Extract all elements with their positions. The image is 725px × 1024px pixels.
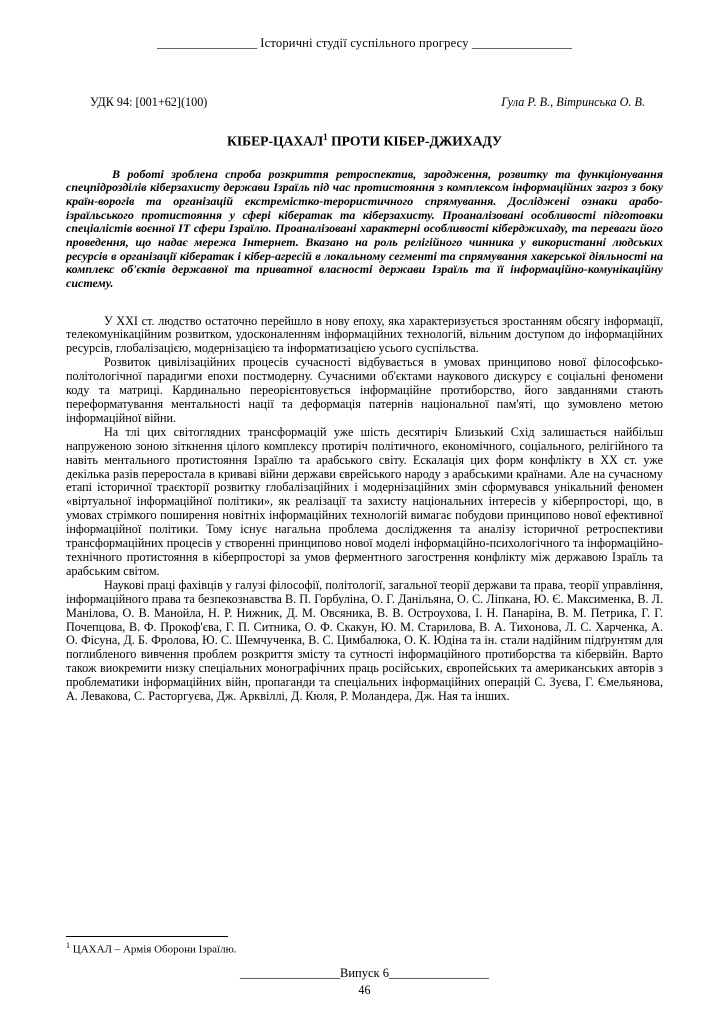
- footnote-separator-rule: [66, 936, 228, 937]
- footer-rule-left: ________________: [240, 966, 341, 980]
- running-footer: [66, 966, 663, 981]
- body-paragraph-4: Наукові праці фахівців у галузі філософії, політології, загальної теорії держави та права, теорії управління, інформаційного права та безпекознавства В. П. Горбуліна, О. Г. Данільяна, О. С. Ліпкана, Ю. Є. Максименка, В. Л. Манілова, О. В. Манойла, Н. Р. Нижник, Д. М. Овсяника, В. В. Остроухова, І. Н. Панаріна, В. М. Петрика, Г. Г. Почепцова, В. Ф. Прокоф'єва, Г. П. Ситника, О. Ф. Скакун, Ю. М. Старилова, В. А. Тихонова, Л. С. Харченка, А. О. Фісуна, Д. Б. Фролова, Ю. С. Шемчученка, В. С. Цимбалюка, О. К. Юдіна та ін. стали надійним підґрунтям для поглибленого вивчення проблем розкриття змісту та сутності інформаційного протиборства та кібервійн. Варто також виокремити низку спеціальних монографічних праць російських, європейських та американських авторів з проблематики інформаційних війн, пропаганди та спеціальних інформаційних операцій С. Зуєва, Г. Ємельянова, А. Левакова, С. Расторгуєва, Дж. Арквіллі, Д. Кюля, Р. Моландера, Дж. Ная та інших.: [66, 577, 663, 704]
- issue-label: Випуск 6: [340, 966, 389, 980]
- header-rule-right: ________________: [468, 36, 572, 50]
- meta-row: [66, 95, 663, 110]
- header-rule-left: ________________: [157, 36, 261, 50]
- article-title-part2: ПРОТИ КІБЕР-ДЖИХАДУ: [327, 133, 503, 149]
- footer-rule-right: ________________: [388, 966, 489, 980]
- journal-title: Історичні студії суспільного прогресу: [260, 36, 469, 50]
- abstract-text: В роботі зроблена спроба розкриття ретроспектив, зародження, розвитку та функціонування спецпідрозділів кіберзахисту держави Ізраїль під час протистояння з комплексом інформаційних загроз з боку країн-ворогів та організацій екстремістко-терористичного спрямування. Досліджені ознаки арабо-ізраїльського протистояння у сфері кібератак та кіберзахисту. Проаналізовані особливості підготовки спеціалістів воєнної ІТ сфери Ізраїлю. Проаналізовані характерні особливості кіберджихаду, та переваги його проведення, що надає мережа Інтернет. Вказано на роль релігійного чинника у використанні людських ресурсів в організації кібератак і кібер-агресій в локальному сегменті та спрямування хакерської діяльності на комплекс об'єктів державної та приватної власності держави Ізраїль та її інформаційно-комунікаційну систему.: [66, 166, 663, 290]
- authors: Гула Р. В., Вітринська О. В.: [501, 95, 645, 109]
- page-number: 46: [358, 983, 371, 997]
- footnote-number: 1: [66, 941, 70, 951]
- running-header: [66, 36, 663, 51]
- body-paragraph-2: Розвиток цивілізаційних процесів сучасності відбувається в умовах принципово нової філософсько-політологічної парадигми епохи постмодерну. Сучасними об'єктами наукового дискурсу є соціальні феномени коду та матриці. Кардинально переорієнтовується інформаційне протиборство, його завданнями стають переформатування ментальності нації та деформація патернів національної пам'яті, що зумовлено метою інформаційної війни.: [66, 355, 663, 425]
- udc-code: УДК 94: [001+62](100): [90, 95, 208, 109]
- footnote-block: [66, 936, 663, 998]
- body-paragraph-3: На тлі цих світоглядних трансформацій уже шість десятиріч Близький Схід залишається найбільш напруженою зоною зіткнення цілого комплексу протиріч політичного, економічного, соціального, релігійного та навіть ментального протистояння Ізраїлю та арабського світу. Ескалація цих форм конфлікту в XX ст. уже декілька разів переростала в криваві війни держави єврейського народу з арабськими країнами. Але на сучасному етапі історичної траєкторії розвитку глобалізаційних і модернізаційних змін сформувався унікальний феномен «віртуальної інформаційної політики», як реалізації та захисту національних інтересів у кіберпросторі, що, в умовах стрімкого поширення новітніх інформаційних технологій вимагає побудови принципово нової ефективної інформаційної політики. Тому існує нагальна проблема дослідження та аналізу історичної ретроспективи трансформаційних процесів у створенні принципово нової моделі інформаційно-психологічного та інформаційно-технічного протистояння в кіберпросторі за умов ферментного загострення конфлікту між державою Ізраїль та арабським світом.: [66, 424, 663, 578]
- article-title-part1: КІБЕР-ЦАХАЛ: [226, 133, 324, 149]
- footnote-reference-mark: 1: [323, 132, 328, 142]
- footnote-text: [66, 941, 663, 956]
- footnote-body: ЦАХАЛ – Армія Оборони Ізраїлю.: [70, 944, 237, 956]
- body-paragraph-1: У XXI ст. людство остаточно перейшло в нову епоху, яка характеризується зростанням обсягу інформації, телекомунікаційним розвитком, удосконаленням інформаційних технологій, вільним доступом до інформаційних ресурсів, глобалізацією, модернізацією та інформатизацією усього суспільства.: [66, 313, 663, 356]
- article-title: [66, 132, 663, 150]
